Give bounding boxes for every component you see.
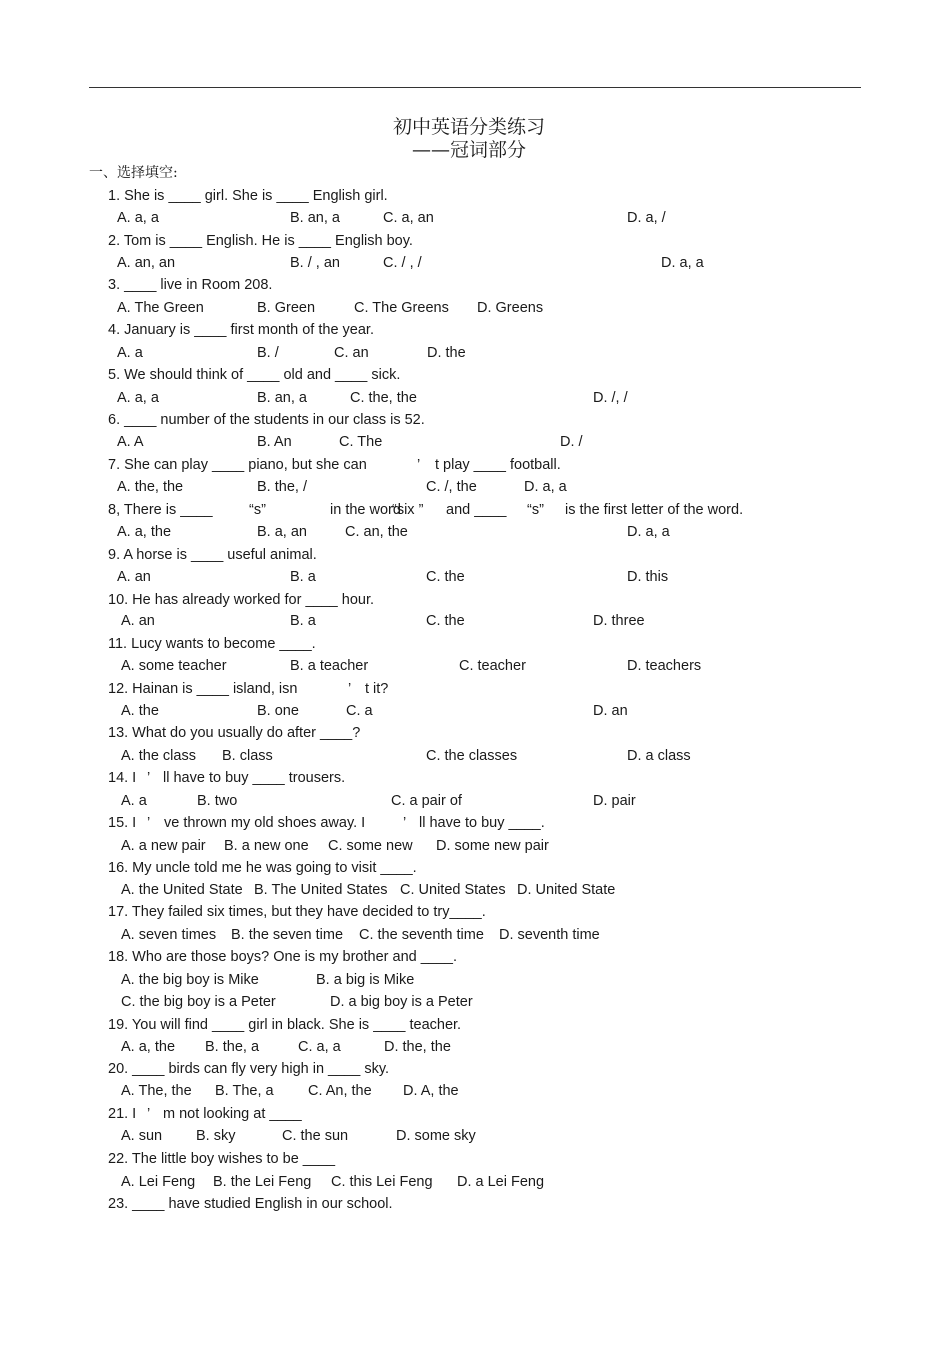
question-text: ’ <box>147 770 151 786</box>
answer-option: D. an <box>593 703 628 719</box>
answer-option: B. sky <box>196 1128 236 1144</box>
answer-option: D. a, a <box>524 479 567 495</box>
answer-option: C. The <box>339 434 383 450</box>
answer-option: A. the class <box>121 748 196 764</box>
answer-option: A. a <box>121 793 147 809</box>
question-text: ve thrown my old shoes away. I <box>164 815 366 831</box>
answer-option: D. the <box>427 345 466 361</box>
answer-option: A. a, a <box>117 390 159 406</box>
answer-option: D. Greens <box>477 300 544 316</box>
answer-option: D. three <box>593 613 645 629</box>
answer-option: A. the <box>121 703 159 719</box>
answer-option: C. the <box>426 613 465 629</box>
answer-option: A. The Green <box>117 300 204 316</box>
answer-option: D. a, a <box>627 524 670 540</box>
answer-option: A. the United State <box>121 882 243 898</box>
question-text: 7. She can play ____ piano, but she can <box>108 457 367 473</box>
answer-option: B. two <box>197 793 238 809</box>
question-text: ’ <box>147 1106 151 1122</box>
question-text: m not looking at ____ <box>163 1106 302 1122</box>
question-text: 14. I <box>108 770 137 786</box>
question-text: 19. You will find ____ girl in black. She is ____ teacher. <box>108 1017 462 1033</box>
answer-option: A. the big boy is Mike <box>121 972 259 988</box>
question-text: 5. We should think of ____ old and ____ sick. <box>108 367 401 383</box>
question-text: 12. Hainan is ____ island, isn <box>108 681 298 697</box>
answer-option: D. United State <box>517 882 616 898</box>
question-text: 11. Lucy wants to become ____. <box>108 636 316 652</box>
answer-option: C. the sun <box>282 1128 349 1144</box>
answer-option: D. a Lei Feng <box>457 1174 545 1190</box>
answer-option: B. one <box>257 703 299 719</box>
answer-option: A. a, a <box>117 210 159 226</box>
question-text: t it? <box>365 681 389 697</box>
answer-option: C. a, a <box>298 1039 341 1055</box>
answer-option: C. /, the <box>426 479 477 495</box>
answer-option: C. The Greens <box>354 300 449 316</box>
answer-option: A. an <box>117 569 151 585</box>
question-text: 21. I <box>108 1106 137 1122</box>
answer-option: B. / , an <box>290 255 340 271</box>
answer-option: A. a, the <box>117 524 172 540</box>
answer-option: D. a class <box>627 748 691 764</box>
question-text: ll have to buy ____. <box>419 815 545 831</box>
question-text: 3. ____ live in Room 208. <box>108 277 273 293</box>
answer-option: B. a, an <box>257 524 307 540</box>
answer-option: B. the, / <box>257 479 307 495</box>
question-text: 15. I <box>108 815 137 831</box>
question-text: “six ” <box>392 502 424 518</box>
question-text: 17. They failed six times, but they have decided to try____. <box>108 904 486 920</box>
answer-option: D. some sky <box>396 1128 476 1144</box>
question-text: 16. My uncle told me he was going to visit ____. <box>108 860 417 876</box>
answer-option: C. the <box>426 569 465 585</box>
answer-option: B. The, a <box>215 1083 274 1099</box>
answer-option: A. the, the <box>117 479 184 495</box>
answer-option: D. a, a <box>661 255 704 271</box>
answer-option: C. a <box>346 703 373 719</box>
question-text: 13. What do you usually do after ____? <box>108 725 361 741</box>
question-text: ’ <box>417 457 421 473</box>
page-title: 初中英语分类练习 <box>392 116 545 138</box>
answer-option: A. seven times <box>121 927 217 943</box>
top-rule <box>89 87 861 88</box>
answer-option: C. the, the <box>350 390 417 406</box>
answer-option: C. teacher <box>459 658 526 674</box>
question-text: is the first letter of the word. <box>565 502 744 518</box>
answer-option: A. sun <box>121 1128 163 1144</box>
answer-option: B. the, a <box>205 1039 260 1055</box>
question-text: t play ____ football. <box>435 457 561 473</box>
answer-option: B. the seven time <box>231 927 344 943</box>
answer-option: B. a big is Mike <box>316 972 415 988</box>
answer-option: C. an <box>334 345 369 361</box>
question-text: 23. ____ have studied English in our school. <box>108 1196 393 1212</box>
answer-option: C. the seventh time <box>359 927 484 943</box>
answer-option: D. this <box>627 569 669 585</box>
answer-option: D. a, / <box>627 210 666 226</box>
question-text: 4. January is ____ first month of the year. <box>108 322 374 338</box>
answer-option: C. this Lei Feng <box>331 1174 433 1190</box>
answer-option: A. a <box>117 345 143 361</box>
answer-option: A. an <box>121 613 155 629</box>
answer-option: B. / <box>257 345 279 361</box>
answer-option: A. some teacher <box>121 658 227 674</box>
answer-option: B. An <box>257 434 292 450</box>
answer-option: A. an, an <box>117 255 176 271</box>
question-text: 8, There is ____ <box>108 502 213 518</box>
answer-option: B. The United States <box>254 882 388 898</box>
answer-option: A. Lei Feng <box>121 1174 196 1190</box>
section-heading: 一、选择填空: <box>89 165 178 181</box>
question-text: 9. A horse is ____ useful animal. <box>108 547 317 563</box>
page-subtitle: ——冠词部分 <box>411 139 526 161</box>
question-text: 20. ____ birds can fly very high in ____ sky. <box>108 1061 390 1077</box>
question-text: “s” <box>527 502 544 518</box>
answer-option: B. the Lei Feng <box>213 1174 312 1190</box>
answer-option: C. some new <box>328 838 413 854</box>
question-text: 1. She is ____ girl. She is ____ English girl. <box>108 188 388 204</box>
answer-option: D. /, / <box>593 390 628 406</box>
answer-option: D. some new pair <box>436 838 549 854</box>
answer-option: C. an, the <box>345 524 408 540</box>
answer-option: B. class <box>222 748 273 764</box>
answer-option: C. United States <box>400 882 506 898</box>
question-text: ll have to buy ____ trousers. <box>163 770 346 786</box>
answer-option: C. a, an <box>383 210 434 226</box>
answer-option: A. The, the <box>121 1083 192 1099</box>
answer-option: A. a new pair <box>121 838 206 854</box>
answer-option: D. teachers <box>627 658 702 674</box>
answer-option: C. An, the <box>308 1083 372 1099</box>
answer-option: D. a big boy is a Peter <box>330 994 473 1010</box>
answer-option: C. a pair of <box>391 793 462 809</box>
question-text: 10. He has already worked for ____ hour. <box>108 592 374 608</box>
answer-option: D. the, the <box>384 1039 451 1055</box>
answer-option: C. the classes <box>426 748 518 764</box>
answer-option: B. a new one <box>224 838 309 854</box>
answer-option: C. the big boy is a Peter <box>121 994 276 1010</box>
answer-option: A. a, the <box>121 1039 176 1055</box>
answer-option: B. Green <box>257 300 316 316</box>
question-text: ’ <box>147 815 151 831</box>
answer-option: D. seventh time <box>499 927 600 943</box>
answer-option: B. an, a <box>257 390 307 406</box>
question-text: in the word <box>330 502 401 518</box>
question-text: ’ <box>403 815 407 831</box>
answer-option: D. A, the <box>403 1083 459 1099</box>
question-text: 6. ____ number of the students in our class is 52. <box>108 412 425 428</box>
answer-option: B. an, a <box>290 210 340 226</box>
answer-option: D. pair <box>593 793 636 809</box>
answer-option: A. A <box>117 434 144 450</box>
answer-option: C. / , / <box>383 255 422 271</box>
question-text: 2. Tom is ____ English. He is ____ English boy. <box>108 233 413 249</box>
answer-option: B. a <box>290 613 316 629</box>
question-text: 18. Who are those boys? One is my brother and ____. <box>108 949 458 965</box>
question-text: ’ <box>348 681 352 697</box>
question-text: “s” <box>249 502 266 518</box>
answer-option: B. a teacher <box>290 658 369 674</box>
question-text: 22. The little boy wishes to be ____ <box>108 1151 336 1167</box>
answer-option: B. a <box>290 569 316 585</box>
question-text: and ____ <box>446 502 507 518</box>
answer-option: D. / <box>560 434 583 450</box>
